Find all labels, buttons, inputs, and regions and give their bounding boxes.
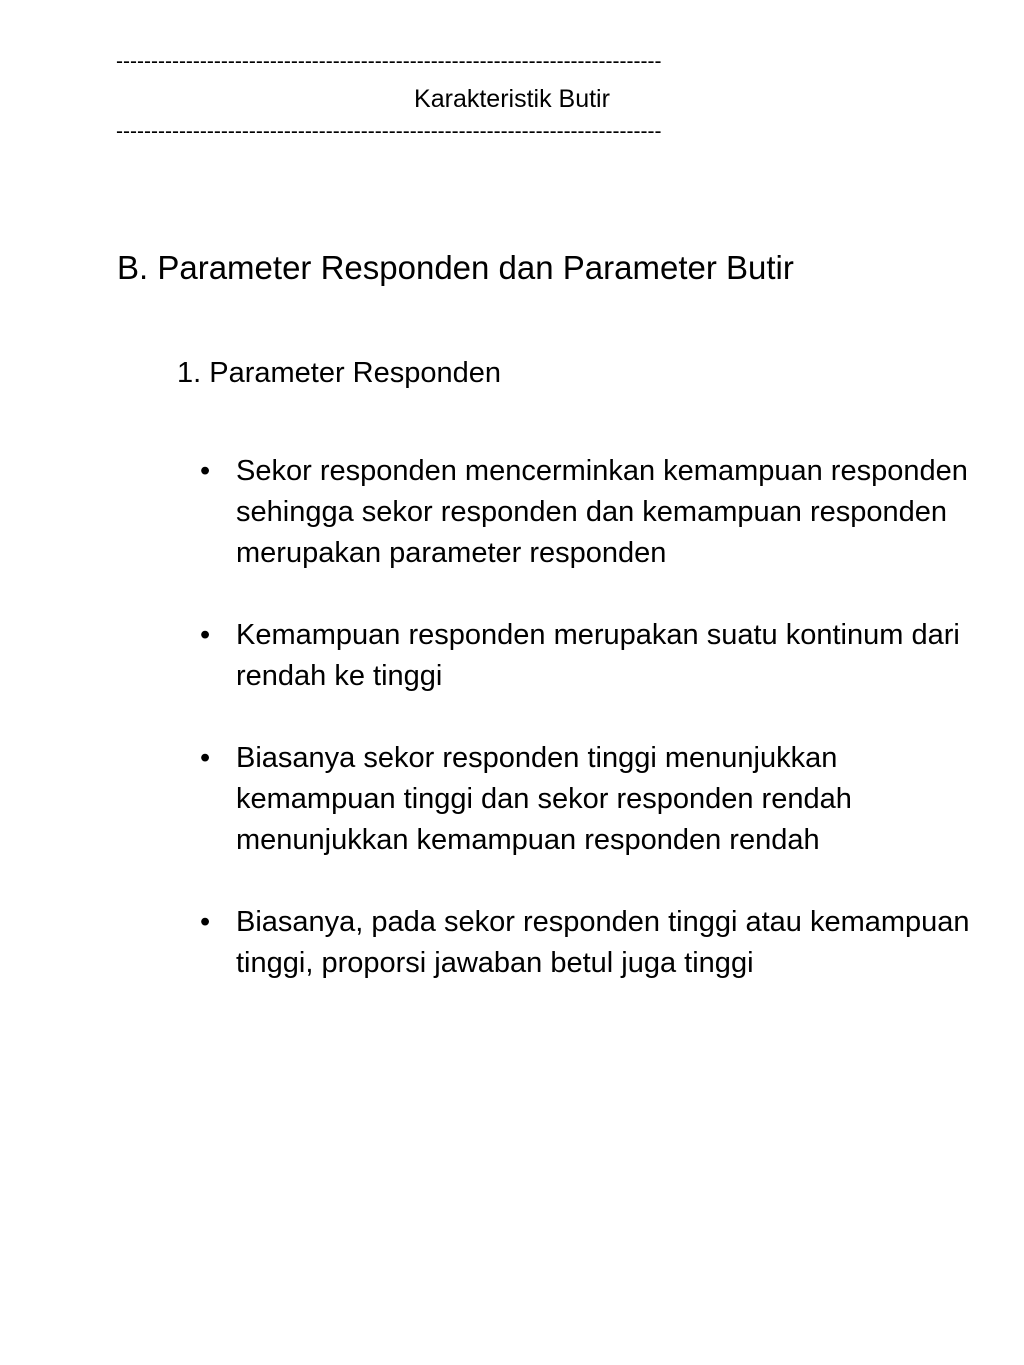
bullet-text: Kemampuan responden merupakan suatu kontinum dari rendah ke tinggi <box>236 619 960 692</box>
page-header-title: Karakteristik Butir <box>414 85 610 113</box>
bullet-icon: • <box>200 742 211 774</box>
bullet-text: Sekor responden mencerminkan kemampuan responden sehingga sekor responden dan kemampuan responden merupakan parameter responden <box>236 455 968 569</box>
bullet-text: Biasanya, pada sekor responden tinggi atau kemampuan tinggi, proporsi jawaban betul juga tinggi <box>236 906 970 979</box>
bullet-item <box>200 615 980 697</box>
bullet-text: Biasanya sekor responden tinggi menunjukkan kemampuan tinggi dan sekor responden rendah menunjukkan kemampuan responden rendah <box>236 742 852 856</box>
subsection-heading: 1. Parameter Responden <box>177 357 502 389</box>
bullet-icon: • <box>200 619 211 651</box>
section-heading: B. Parameter Responden dan Parameter Butir <box>117 249 794 286</box>
bullet-item <box>200 738 980 861</box>
bullet-icon: • <box>200 455 211 487</box>
header-rule-top: ------------------------------------------------------------------------------ <box>116 50 662 73</box>
bullet-item <box>200 902 980 984</box>
bullet-icon: • <box>200 906 211 938</box>
bullet-list <box>200 451 980 1025</box>
header-rule-bottom: ------------------------------------------------------------------------------ <box>116 120 662 143</box>
bullet-item <box>200 451 980 574</box>
